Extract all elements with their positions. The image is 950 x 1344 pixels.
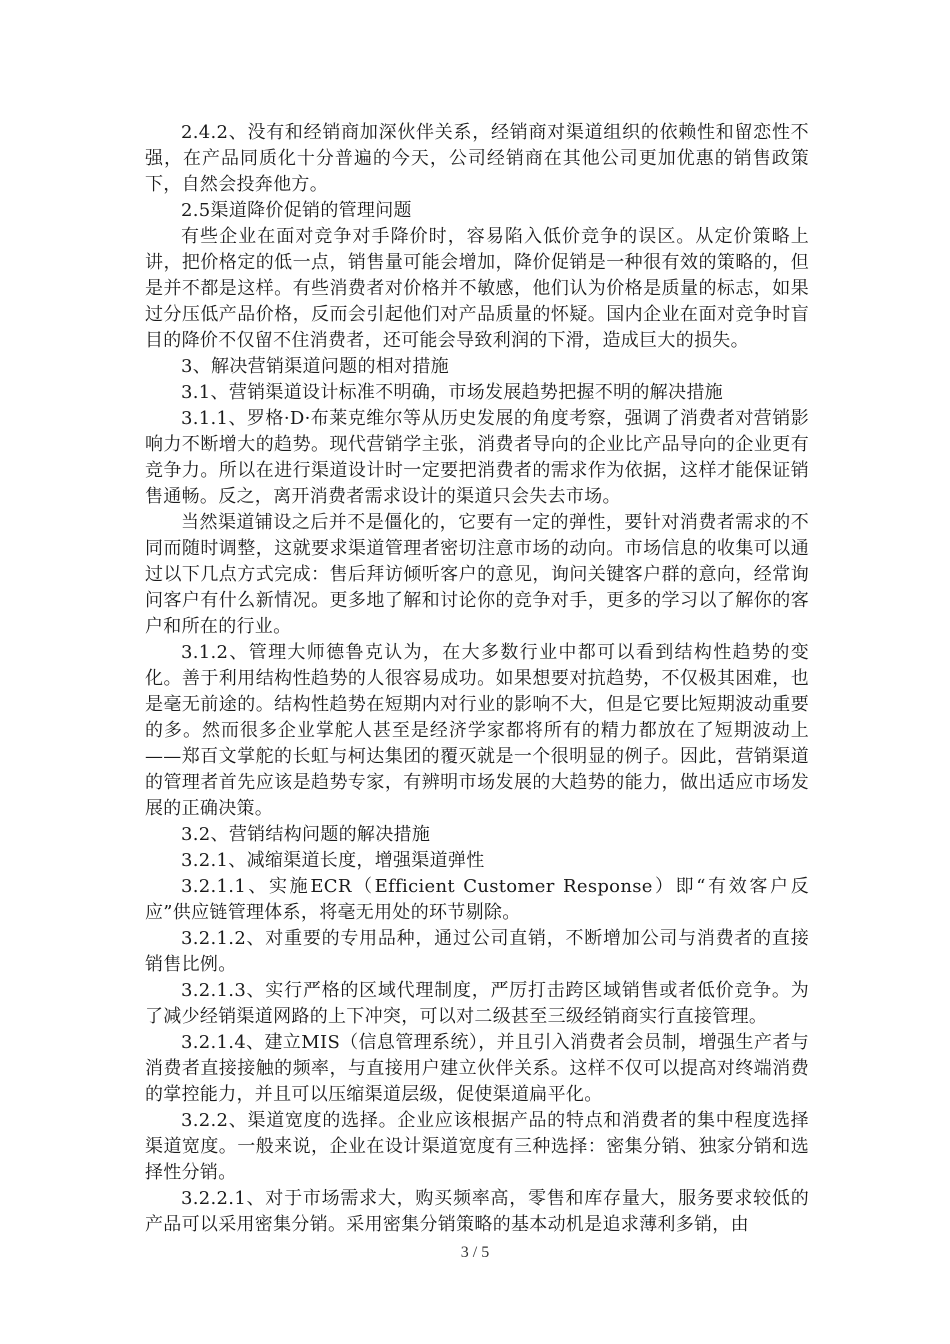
paragraph-3-2-1-2: 3.2.1.2、对重要的专用品种，通过公司直销，不断增加公司与消费者的直接销售比例。 <box>145 928 809 975</box>
paragraph-price-competition: 有些企业在面对竞争对手降价时，容易陷入低价竞争的误区。从定价策略上讲，把价格定的低一点，销售量可能会增加，降价促销是一种很有效的策略的，但是并不都是这样。有些消费者对价格并不敏感，他们认为价格是质量的标志，如果过分压低产品价格，反而会引起他们对产品质量的怀疑。国内企业在面对竞争时盲目的降价不仅留不住消费者，还可能会导致利润的下滑，造成巨大的损失。 <box>145 226 809 351</box>
paragraph-channel-flexibility: 当然渠道铺设之后并不是僵化的，它要有一定的弹性，要针对消费者需求的不同而随时调整，这就要求渠道管理者密切注意市场的动向。市场信息的收集可以通过以下几点方式完成：售后拜访倾听客户的意见，询问关键客户群的意向，经常询问客户有什么新情况。更多地了解和讨论你的竞争对手，更多的学习以了解你的客户和所在的行业。 <box>145 512 809 637</box>
heading-3: 3、解决营销渠道问题的相对措施 <box>181 356 449 377</box>
heading-3-2-1: 3.2.1、减缩渠道长度，增强渠道弹性 <box>181 850 485 871</box>
heading-3-1: 3.1、营销渠道设计标准不明确，市场发展趋势把握不明的解决措施 <box>181 382 723 403</box>
paragraph-3-2-1-4: 3.2.1.4、建立MIS（信息管理系统），并且引入消费者会员制，增强生产者与消费者直接接触的频率，与直接用户建立伙伴关系。这样不仅可以提高对终端消费的掌控能力，并且可以压缩渠道层级，促使渠道扁平化。 <box>145 1032 809 1105</box>
document-body <box>145 120 809 1238</box>
heading-2-5: 2.5渠道降价促销的管理问题 <box>181 200 412 221</box>
paragraph-2-4-2: 2.4.2、没有和经销商加深伙伴关系，经销商对渠道组织的依赖性和留恋性不强，在产品同质化十分普遍的今天，公司经销商在其他公司更加优惠的销售政策下，自然会投奔他方。 <box>145 122 809 195</box>
paragraph-3-2-1-1: 3.2.1.1、实施ECR（Efficient Customer Response）即“有效客户反应”供应链管理体系，将毫无用处的环节剔除。 <box>145 876 809 923</box>
paragraph-3-2-2-1: 3.2.2.1、对于市场需求大，购买频率高，零售和库存量大，服务要求较低的产品可以采用密集分销。采用密集分销策略的基本动机是追求薄利多销，由 <box>145 1188 809 1235</box>
paragraph-3-2-1-3: 3.2.1.3、实行严格的区域代理制度，严厉打击跨区域销售或者低价竞争。为了减少经销渠道网路的上下冲突，可以对二级甚至三级经销商实行直接管理。 <box>145 980 809 1027</box>
paragraph-3-2-2: 3.2.2、渠道宽度的选择。企业应该根据产品的特点和消费者的集中程度选择渠道宽度。一般来说，企业在设计渠道宽度有三种选择：密集分销、独家分销和选择性分销。 <box>145 1110 809 1183</box>
page-number: 3 / 5 <box>460 1244 490 1261</box>
heading-3-2: 3.2、营销结构问题的解决措施 <box>181 824 431 845</box>
paragraph-3-1-1: 3.1.1、罗格·D·布莱克维尔等从历史发展的角度考察，强调了消费者对营销影响力不断增大的趋势。现代营销学主张，消费者导向的企业比产品导向的企业更有竞争力。所以在进行渠道设计时一定要把消费者的需求作为依据，这样才能保证销售通畅。反之，离开消费者需求设计的渠道只会失去市场。 <box>145 408 809 507</box>
paragraph-3-1-2: 3.1.2、管理大师德鲁克认为，在大多数行业中都可以看到结构性趋势的变化。善于利用结构性趋势的人很容易成功。如果想要对抗趋势，不仅极其困难，也是毫无前途的。结构性趋势在短期内对行业的影响不大，但是它要比短期波动重要的多。然而很多企业掌舵人甚至是经济学家都将所有的精力都放在了短期波动上——郑百文掌舵的长虹与柯达集团的覆灭就是一个很明显的例子。因此，营销渠道的管理者首先应该是趋势专家，有辨明市场发展的大趋势的能力，做出适应市场发展的正确决策。 <box>145 642 809 819</box>
